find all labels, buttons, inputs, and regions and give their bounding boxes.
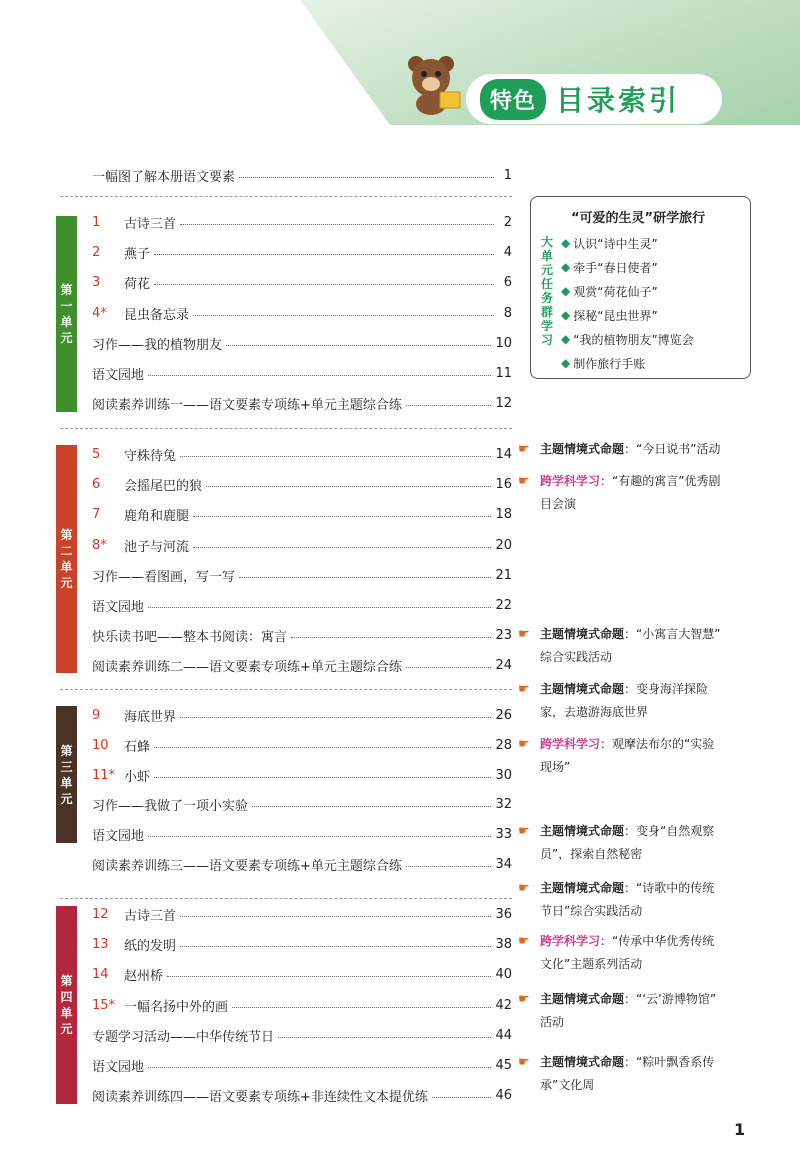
page-ref: 26: [495, 707, 512, 723]
task-item: [561, 231, 694, 255]
page-ref: 2: [503, 214, 512, 230]
page-ref: 1: [503, 167, 512, 183]
dot-leader: [252, 797, 491, 807]
dot-leader: [406, 658, 492, 668]
diamond-bullet-icon: ◆: [561, 356, 571, 370]
page-ref: 18: [495, 506, 512, 522]
page-ref: 33: [495, 826, 512, 842]
toc-item[interactable]: [92, 793, 512, 815]
page-title: 目录索引: [556, 84, 681, 117]
task-item-text: 牵手“春日使者”: [573, 260, 658, 275]
dot-leader: [148, 366, 491, 376]
note-text: ：“有趣的寓言”优秀剧: [600, 474, 721, 488]
pointing-hand-icon: ☛: [518, 881, 530, 896]
toc-item[interactable]: [92, 302, 512, 324]
unit-separator: [60, 196, 512, 197]
lesson-title: 语文园地: [92, 1059, 145, 1075]
note-continuation: 承”文化周: [540, 1078, 595, 1092]
lesson-title: 石蜂: [124, 739, 151, 755]
lesson-title: 语文园地: [92, 599, 145, 615]
toc-item[interactable]: [92, 1054, 512, 1076]
dot-leader: [193, 538, 491, 548]
dot-leader: [154, 768, 491, 778]
lesson-number: 7: [92, 506, 101, 522]
dot-leader: [180, 907, 491, 917]
lesson-number: 13: [92, 936, 109, 952]
toc-item[interactable]: [92, 994, 512, 1016]
page-ref: 22: [495, 597, 512, 613]
note-text: ：“传承中华优秀传统: [600, 934, 715, 948]
task-item-text: 认识“诗中生灵”: [573, 236, 658, 251]
dot-leader: [193, 306, 494, 316]
lesson-number: 15*: [92, 997, 116, 1013]
diamond-bullet-icon: ◆: [561, 308, 571, 322]
dot-leader: [154, 245, 494, 255]
page-ref: 4: [503, 244, 512, 260]
lesson-title: 语文园地: [92, 828, 145, 844]
toc-item[interactable]: [92, 654, 512, 676]
lesson-title: 阅读素养训练二——语文要素专项练+单元主题综合练: [92, 659, 402, 675]
page-ref: 36: [495, 906, 512, 922]
toc-item[interactable]: [92, 764, 512, 786]
lesson-number: 11*: [92, 767, 116, 783]
note-tag: 跨学科学习: [540, 934, 601, 948]
note-tag: 主题情境式命题: [540, 682, 625, 696]
note-continuation: 目会演: [540, 497, 577, 511]
toc-item[interactable]: [92, 241, 512, 263]
pointing-hand-icon: ☛: [518, 824, 530, 839]
pointing-hand-icon: ☛: [518, 934, 530, 949]
lesson-title: 荷花: [124, 276, 151, 292]
page-number: 1: [734, 1120, 746, 1139]
side-note: [518, 678, 786, 723]
toc-item[interactable]: [92, 503, 512, 525]
page-ref: 44: [495, 1027, 512, 1043]
lesson-number: 10: [92, 737, 109, 753]
page-ref: 23: [495, 627, 512, 643]
task-item-text: 探秘“昆虫世界”: [573, 308, 658, 323]
lesson-number: 6: [92, 476, 101, 492]
page-ref: 6: [503, 274, 512, 290]
lesson-title: 习作——我的植物朋友: [92, 337, 223, 353]
dot-leader: [148, 827, 491, 837]
note-continuation: 文化”主题系列活动: [540, 957, 643, 971]
task-item: [561, 351, 694, 375]
unit-separator: [60, 689, 512, 690]
side-note: [518, 877, 786, 922]
unit-label: 第二单元: [56, 445, 77, 673]
lesson-title: 赵州桥: [124, 968, 164, 984]
lesson-title: 池子与河流: [124, 539, 190, 555]
page-ref: 21: [495, 567, 512, 583]
lesson-title: 纸的发明: [124, 938, 177, 954]
page-ref: 46: [495, 1087, 512, 1103]
lesson-title: 古诗三首: [124, 216, 177, 232]
note-continuation: 节日”综合实践活动: [540, 904, 643, 918]
toc-item[interactable]: [92, 564, 512, 586]
note-text: ：“诗歌中的传统: [624, 881, 715, 895]
dot-leader: [180, 708, 491, 718]
lesson-title: 古诗三首: [124, 908, 177, 924]
lesson-title: 昆虫备忘录: [124, 307, 190, 323]
lesson-title: 会摇尾巴的狼: [124, 478, 203, 494]
feature-tag: 特色: [480, 79, 546, 120]
lesson-number: 2: [92, 244, 101, 260]
toc-item[interactable]: [92, 211, 512, 233]
note-text: ：“今日说书”活动: [624, 442, 721, 456]
toc-item[interactable]: [92, 933, 512, 955]
lesson-title: 语文园地: [92, 367, 145, 383]
pointing-hand-icon: ☛: [518, 442, 530, 457]
task-group-title: “可爱的生灵”研学旅行: [571, 211, 706, 226]
toc-item[interactable]: [92, 734, 512, 756]
dot-leader: [239, 168, 494, 178]
lesson-number: 3: [92, 274, 101, 290]
dot-leader: [406, 857, 492, 867]
page-ref: 30: [495, 767, 512, 783]
note-continuation: 员”，探索自然秘密: [540, 847, 643, 861]
task-item: [561, 303, 694, 327]
pointing-hand-icon: ☛: [518, 737, 530, 752]
toc-item[interactable]: [92, 594, 512, 616]
header-title-pill: [466, 74, 722, 124]
note-text: ：“‘云’游博物馆”: [624, 992, 717, 1006]
dot-leader: [148, 1058, 491, 1068]
side-note: [518, 733, 786, 778]
lesson-title: 海底世界: [124, 709, 177, 725]
page-ref: 11: [495, 365, 512, 381]
page-ref: 8: [503, 305, 512, 321]
side-note: [518, 470, 786, 515]
side-note: [518, 438, 786, 461]
lesson-title: 阅读素养训练三——语文要素专项练+单元主题综合练: [92, 858, 402, 874]
lesson-number: 4*: [92, 305, 107, 321]
toc-item[interactable]: [92, 903, 512, 925]
side-note: [518, 988, 786, 1033]
page-ref: 45: [495, 1057, 512, 1073]
task-group-box: [530, 196, 751, 379]
dot-leader: [239, 568, 491, 578]
page-ref: 24: [495, 657, 512, 673]
page-ref: 12: [495, 395, 512, 411]
dot-leader: [193, 507, 491, 517]
pointing-hand-icon: ☛: [518, 992, 530, 1007]
toc-item[interactable]: [92, 164, 512, 186]
lesson-number: 1: [92, 214, 101, 230]
toc-item[interactable]: [92, 853, 512, 875]
toc-item[interactable]: [92, 963, 512, 985]
page-ref: 32: [495, 796, 512, 812]
pointing-hand-icon: ☛: [518, 682, 530, 697]
task-item: [561, 279, 694, 303]
toc-item[interactable]: [92, 624, 512, 646]
note-text: ：观摩法布尔的“实验: [600, 737, 715, 751]
task-item-text: 观赏“荷花仙子”: [573, 284, 658, 299]
dot-leader: [154, 275, 494, 285]
note-continuation: 家，去遨游海底世界: [540, 705, 649, 719]
task-group-label: 大单元任务群学习: [540, 235, 553, 347]
note-tag: 主题情境式命题: [540, 627, 625, 641]
dot-leader: [180, 215, 494, 225]
note-tag: 主题情境式命题: [540, 992, 625, 1006]
dot-leader: [406, 396, 492, 406]
note-tag: 主题情境式命题: [540, 442, 625, 456]
diamond-bullet-icon: ◆: [561, 260, 571, 274]
side-note: [518, 1051, 786, 1096]
note-text: ：“粽叶飘香系传: [624, 1055, 715, 1069]
dot-leader: [291, 628, 491, 638]
unit-label: 第一单元: [56, 216, 77, 412]
page-ref: 10: [495, 335, 512, 351]
toc-item[interactable]: [92, 332, 512, 354]
dot-leader: [206, 477, 491, 487]
task-group-items: [561, 231, 694, 375]
toc-item[interactable]: [92, 1084, 512, 1106]
toc-item[interactable]: [92, 473, 512, 495]
unit-separator: [60, 898, 512, 899]
page-ref: 40: [495, 966, 512, 982]
dot-leader: [432, 1088, 492, 1098]
diamond-bullet-icon: ◆: [561, 236, 571, 250]
pointing-hand-icon: ☛: [518, 474, 530, 489]
lesson-title: 小虾: [124, 769, 151, 785]
page-ref: 38: [495, 936, 512, 952]
lesson-title: 阅读素养训练一——语文要素专项练+单元主题综合练: [92, 397, 402, 413]
lesson-title: 专题学习活动——中华传统节日: [92, 1029, 275, 1045]
note-text: ：“小寓言大智慧”: [624, 627, 721, 641]
task-item-text: “我的植物朋友”博览会: [573, 332, 694, 347]
toc-item[interactable]: [92, 534, 512, 556]
toc-item[interactable]: [92, 392, 512, 414]
toc-item[interactable]: [92, 271, 512, 293]
note-tag: 主题情境式命题: [540, 881, 625, 895]
page-ref: 34: [495, 856, 512, 872]
lesson-title: 习作——看图画，写一写: [92, 569, 236, 585]
page-ref: 42: [495, 997, 512, 1013]
pointing-hand-icon: ☛: [518, 1055, 530, 1070]
page-ref: 16: [495, 476, 512, 492]
note-text: ：变身“自然观察: [624, 824, 715, 838]
note-tag: 主题情境式命题: [540, 824, 625, 838]
unit-label: 第三单元: [56, 706, 77, 843]
lesson-title: 鹿角和鹿腿: [124, 508, 190, 524]
lesson-number: 12: [92, 906, 109, 922]
lesson-title: 一幅名扬中外的画: [124, 999, 229, 1015]
toc-item[interactable]: [92, 443, 512, 465]
task-item: [561, 255, 694, 279]
diamond-bullet-icon: ◆: [561, 332, 571, 346]
lesson-title: 守株待兔: [124, 448, 177, 464]
dot-leader: [167, 967, 491, 977]
lesson-number: 9: [92, 707, 101, 723]
lesson-title: 一幅图了解本册语文要素: [92, 169, 236, 185]
lesson-title: 阅读素养训练四——语文要素专项练+非连续性文本提优练: [92, 1089, 428, 1105]
lesson-title: 燕子: [124, 246, 151, 262]
note-tag: 主题情境式命题: [540, 1055, 625, 1069]
task-item-text: 制作旅行手账: [573, 356, 646, 371]
side-note: [518, 930, 786, 975]
toc-item[interactable]: [92, 704, 512, 726]
dot-leader: [232, 998, 491, 1008]
pointing-hand-icon: ☛: [518, 627, 530, 642]
task-item: [561, 327, 694, 351]
toc-item[interactable]: [92, 362, 512, 384]
bear-mascot-icon: [398, 52, 468, 116]
note-tag: 跨学科学习: [540, 474, 601, 488]
side-note: [518, 820, 786, 865]
lesson-title: 快乐读书吧——整本书阅读：寓言: [92, 629, 288, 645]
dot-leader: [154, 738, 491, 748]
diamond-bullet-icon: ◆: [561, 284, 571, 298]
unit-separator: [60, 428, 512, 429]
lesson-number: 8*: [92, 537, 107, 553]
toc-item[interactable]: [92, 1024, 512, 1046]
dot-leader: [180, 447, 491, 457]
unit-label: 第四单元: [56, 906, 77, 1104]
dot-leader: [180, 937, 491, 947]
dot-leader: [226, 336, 491, 346]
dot-leader: [278, 1028, 491, 1038]
side-note: [518, 623, 786, 668]
note-text: ：变身海洋探险: [624, 682, 709, 696]
note-continuation: 现场”: [540, 760, 571, 774]
page-ref: 14: [495, 446, 512, 462]
note-continuation: 活动: [540, 1015, 565, 1029]
dot-leader: [148, 598, 491, 608]
lesson-number: 5: [92, 446, 101, 462]
note-continuation: 综合实践活动: [540, 650, 613, 664]
page-ref: 28: [495, 737, 512, 753]
page-ref: 20: [495, 537, 512, 553]
lesson-title: 习作——我做了一项小实验: [92, 798, 249, 814]
lesson-number: 14: [92, 966, 109, 982]
toc-item[interactable]: [92, 823, 512, 845]
note-tag: 跨学科学习: [540, 737, 601, 751]
